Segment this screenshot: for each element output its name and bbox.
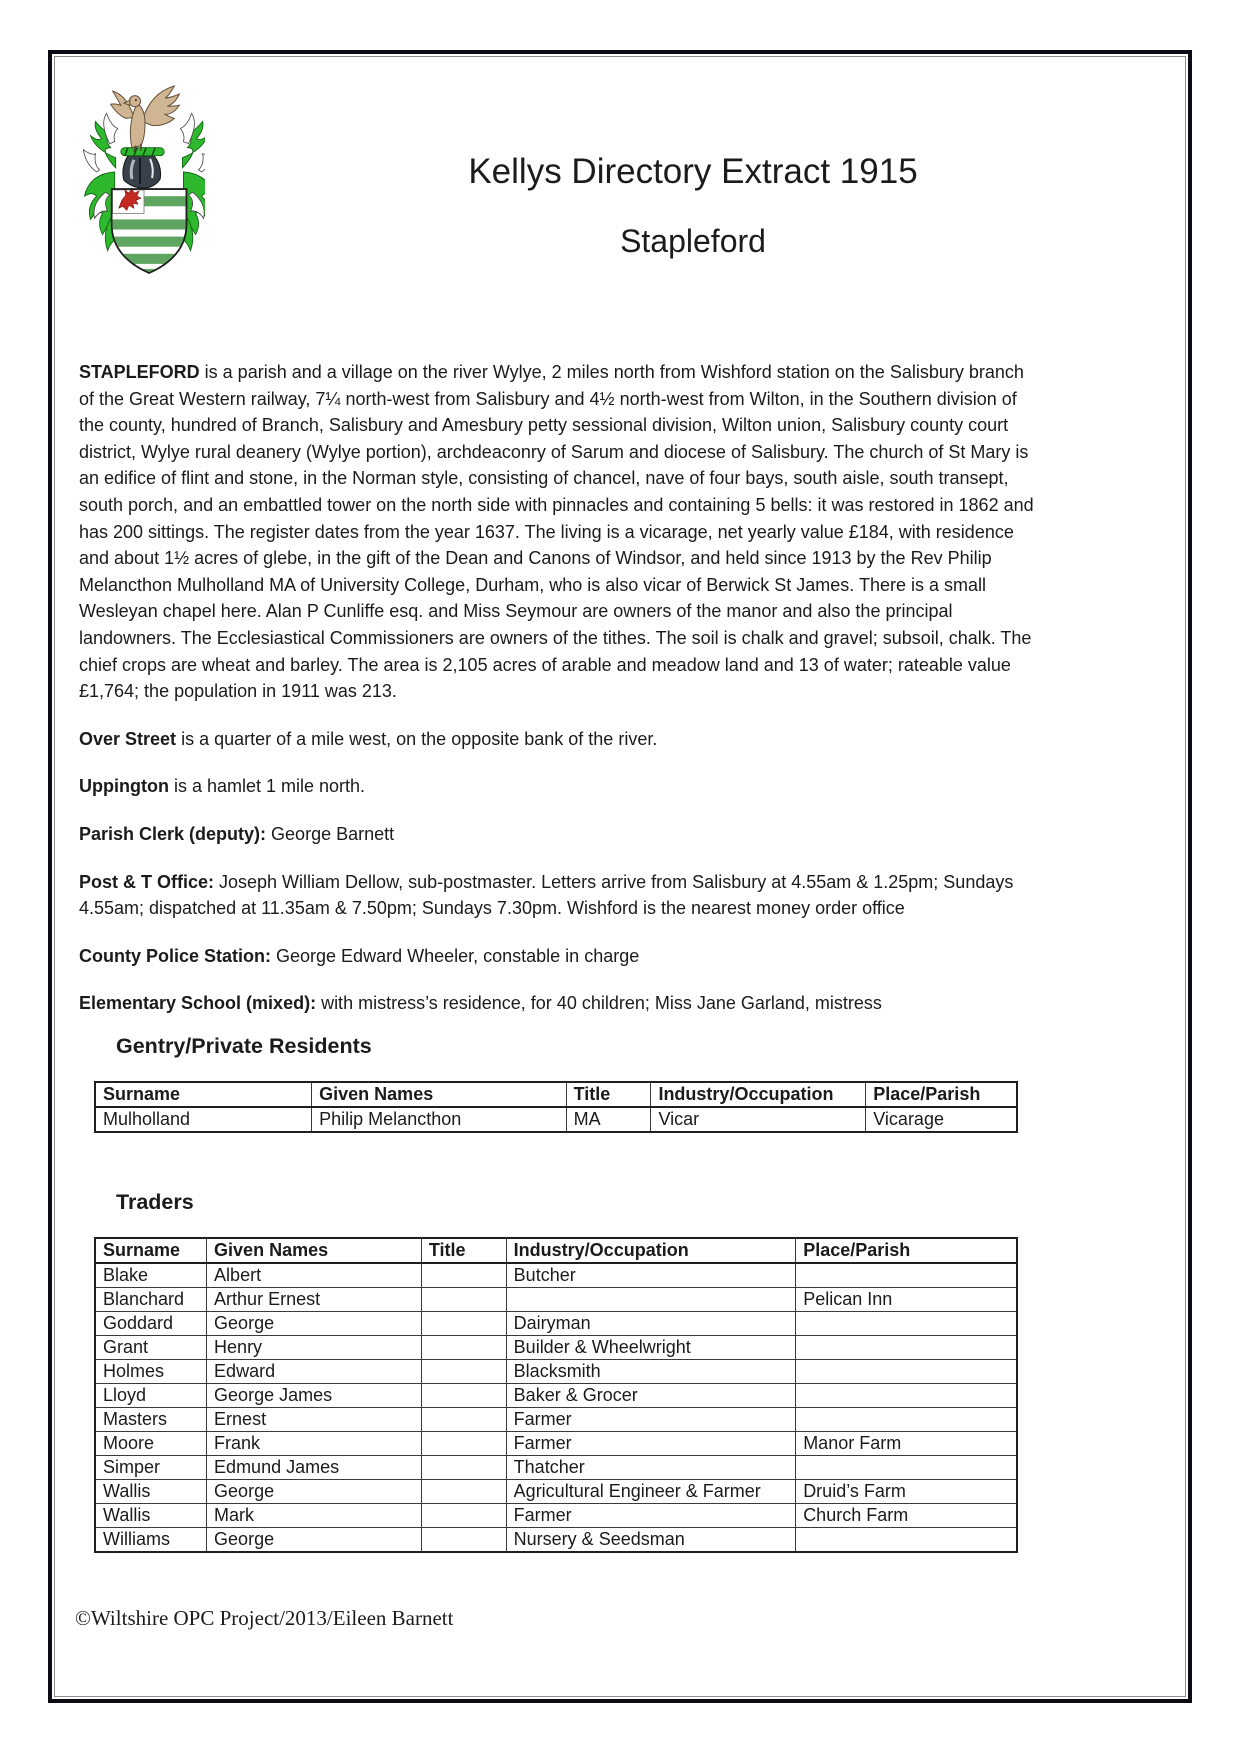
coat-of-arms-image xyxy=(81,83,205,275)
table-cell: Williams xyxy=(95,1527,207,1552)
table-cell xyxy=(421,1359,506,1383)
table-cell xyxy=(421,1503,506,1527)
column-header: Place/Parish xyxy=(866,1082,1017,1107)
table-cell xyxy=(796,1527,1017,1552)
table-row xyxy=(95,1431,1017,1455)
table-cell: Thatcher xyxy=(506,1455,796,1479)
table-cell: Druid’s Farm xyxy=(796,1479,1017,1503)
table-row xyxy=(95,1287,1017,1311)
table-row xyxy=(95,1263,1017,1288)
table-cell xyxy=(421,1335,506,1359)
table-header-row xyxy=(95,1238,1017,1263)
table-cell xyxy=(421,1527,506,1552)
table-header-row xyxy=(95,1082,1017,1107)
table-cell xyxy=(796,1359,1017,1383)
section-label: Parish Clerk (deputy): xyxy=(79,823,267,844)
section-text: is a quarter of a mile west, on the opposite bank of the river. xyxy=(176,728,658,749)
table-row xyxy=(95,1527,1017,1552)
table-row xyxy=(95,1455,1017,1479)
table-cell: Agricultural Engineer & Farmer xyxy=(506,1479,796,1503)
table-cell: Blake xyxy=(95,1263,207,1288)
section-elementary-school xyxy=(79,990,1037,1017)
page-border-inner-line xyxy=(54,56,1186,1697)
table-cell xyxy=(421,1431,506,1455)
table-row xyxy=(95,1107,1017,1132)
table-cell: Wallis xyxy=(95,1479,207,1503)
table-cell: George xyxy=(207,1479,422,1503)
helmet xyxy=(123,156,161,188)
table-cell: George James xyxy=(207,1383,422,1407)
intro-paragraph xyxy=(79,359,1037,705)
table-cell: Mark xyxy=(207,1503,422,1527)
section-label: Post & T Office: xyxy=(79,871,215,892)
eagle-crest xyxy=(111,86,180,152)
table-cell: Simper xyxy=(95,1455,207,1479)
table-cell: Blanchard xyxy=(95,1287,207,1311)
column-header: Title xyxy=(566,1082,651,1107)
table-cell: Mulholland xyxy=(95,1107,312,1132)
table-cell: Edmund James xyxy=(207,1455,422,1479)
table-cell: George xyxy=(207,1527,422,1552)
table-cell: Pelican Inn xyxy=(796,1287,1017,1311)
table-cell: Manor Farm xyxy=(796,1431,1017,1455)
table-cell: Builder & Wheelwright xyxy=(506,1335,796,1359)
column-header: Surname xyxy=(95,1238,207,1263)
table-cell: Ernest xyxy=(207,1407,422,1431)
document-page xyxy=(55,57,1185,1696)
table-cell: Vicar xyxy=(651,1107,866,1132)
table-cell: George xyxy=(207,1311,422,1335)
section-label: County Police Station: xyxy=(79,945,272,966)
traders-section-heading: Traders xyxy=(116,1189,194,1214)
intro-lead: STAPLEFORD xyxy=(79,362,200,382)
table-row xyxy=(95,1383,1017,1407)
table-cell: Goddard xyxy=(95,1311,207,1335)
table-cell: Lloyd xyxy=(95,1383,207,1407)
section-text: George Edward Wheeler, constable in charge xyxy=(271,945,640,966)
table-cell xyxy=(421,1455,506,1479)
table-cell xyxy=(421,1479,506,1503)
column-header: Surname xyxy=(95,1082,312,1107)
section-uppington xyxy=(79,773,1037,800)
table-cell: Blacksmith xyxy=(506,1359,796,1383)
table-cell xyxy=(796,1407,1017,1431)
section-label: Over Street xyxy=(79,728,177,749)
table-cell: MA xyxy=(566,1107,651,1132)
table-cell xyxy=(796,1335,1017,1359)
traders-table xyxy=(94,1237,1018,1553)
page-border xyxy=(48,50,1192,1703)
table-cell: Church Farm xyxy=(796,1503,1017,1527)
section-police-station xyxy=(79,943,1037,970)
table-cell: Arthur Ernest xyxy=(207,1287,422,1311)
table-cell: Butcher xyxy=(506,1263,796,1288)
table-cell xyxy=(421,1407,506,1431)
table-cell: Frank xyxy=(207,1431,422,1455)
table-cell: Albert xyxy=(207,1263,422,1288)
gentry-table xyxy=(94,1081,1018,1133)
table-cell xyxy=(421,1287,506,1311)
table-cell xyxy=(796,1311,1017,1335)
table-cell xyxy=(421,1263,506,1288)
table-cell xyxy=(421,1383,506,1407)
table-cell: Holmes xyxy=(95,1359,207,1383)
document-title: Kellys Directory Extract 1915 xyxy=(468,152,918,191)
table-cell xyxy=(506,1287,796,1311)
section-text: Joseph William Dellow, sub-postmaster. Letters arrive from Salisbury at 4.55am & 1.25pm; Sundays 4.55am; dispatched at 11.35am & 7.50pm; Sundays 7.30pm. Wishford is the nearest money order office xyxy=(79,871,1014,919)
table-cell: Farmer xyxy=(506,1503,796,1527)
table-cell: Philip Melancthon xyxy=(312,1107,566,1132)
column-header: Given Names xyxy=(312,1082,566,1107)
table-cell: Wallis xyxy=(95,1503,207,1527)
column-header: Industry/Occupation xyxy=(506,1238,796,1263)
section-text: George Barnett xyxy=(266,823,395,844)
section-parish-clerk xyxy=(79,821,1037,848)
intro-text: is a parish and a village on the river Wylye, 2 miles north from Wishford station on the Salisbury branch of the Great Western railway, 7¼ north-west from Salisbury and 4½ north-west from Wilton, in the Southern division of the county, hundred of Branch, Salisbury and Amesbury petty sessional division, Wilton union, Salisbury county court district, Wylye rural deanery (Wylye portion), archdeaconry of Sarum and diocese of Salisbury. The church of St Mary is an edifice of flint and stone, in the Norman style, consisting of chancel, nave of four bays, south aisle, south transept, south porch, and an embattled tower on the north side with pinnacles and containing 5 bells: it was restored in 1862 and has 200 sittings. The register dates from the year 1637. The living is a vicarage, net yearly value £184, with residence and about 1½ acres of glebe, in the gift of the Dean and Canons of Windsor, and held since 1913 by the Rev Philip Melancthon Mulholland MA of University College, Durham, who is also vicar of Berwick St James. There is a small Wesleyan chapel here. Alan P Cunliffe esq. and Miss Seymour are owners of the manor and also the principal landowners. The Ecclesiastical Commissioners are owners of the tithes. The soil is chalk and gravel; subsoil, chalk. The chief crops are wheat and barley. The area is 2,105 acres of arable and meadow land and 13 of water; rateable value £1,764; the population in 1911 was 213. xyxy=(79,362,1034,702)
section-over-street xyxy=(79,726,1037,753)
table-cell: Farmer xyxy=(506,1407,796,1431)
table-cell xyxy=(796,1455,1017,1479)
column-header: Industry/Occupation xyxy=(651,1082,866,1107)
table-cell: Vicarage xyxy=(866,1107,1017,1132)
table-cell xyxy=(796,1383,1017,1407)
table-cell: Henry xyxy=(207,1335,422,1359)
section-post-office xyxy=(79,869,1037,922)
copyright-footer: ©Wiltshire OPC Project/2013/Eileen Barnett xyxy=(75,1605,454,1630)
table-cell: Nursery & Seedsman xyxy=(506,1527,796,1552)
table-row xyxy=(95,1359,1017,1383)
column-header: Given Names xyxy=(207,1238,422,1263)
table-cell: Farmer xyxy=(506,1431,796,1455)
document-subtitle: Stapleford xyxy=(620,223,766,259)
table-row xyxy=(95,1311,1017,1335)
column-header: Place/Parish xyxy=(796,1238,1017,1263)
section-text: with mistress’s residence, for 40 children; Miss Jane Garland, mistress xyxy=(316,993,882,1014)
table-row xyxy=(95,1335,1017,1359)
table-cell: Grant xyxy=(95,1335,207,1359)
section-label: Elementary School (mixed): xyxy=(79,993,317,1014)
section-text: is a hamlet 1 mile north. xyxy=(168,776,366,797)
gentry-section-heading: Gentry/Private Residents xyxy=(116,1033,372,1058)
table-cell: Masters xyxy=(95,1407,207,1431)
table-row xyxy=(95,1503,1017,1527)
column-header: Title xyxy=(421,1238,506,1263)
table-cell: Dairyman xyxy=(506,1311,796,1335)
table-row xyxy=(95,1407,1017,1431)
table-cell xyxy=(796,1263,1017,1288)
table-cell: Moore xyxy=(95,1431,207,1455)
table-cell: Baker & Grocer xyxy=(506,1383,796,1407)
table-cell xyxy=(421,1311,506,1335)
table-cell: Edward xyxy=(207,1359,422,1383)
table-row xyxy=(95,1479,1017,1503)
section-label: Uppington xyxy=(79,776,169,797)
shield xyxy=(112,188,187,275)
torse-wreath xyxy=(121,148,164,156)
